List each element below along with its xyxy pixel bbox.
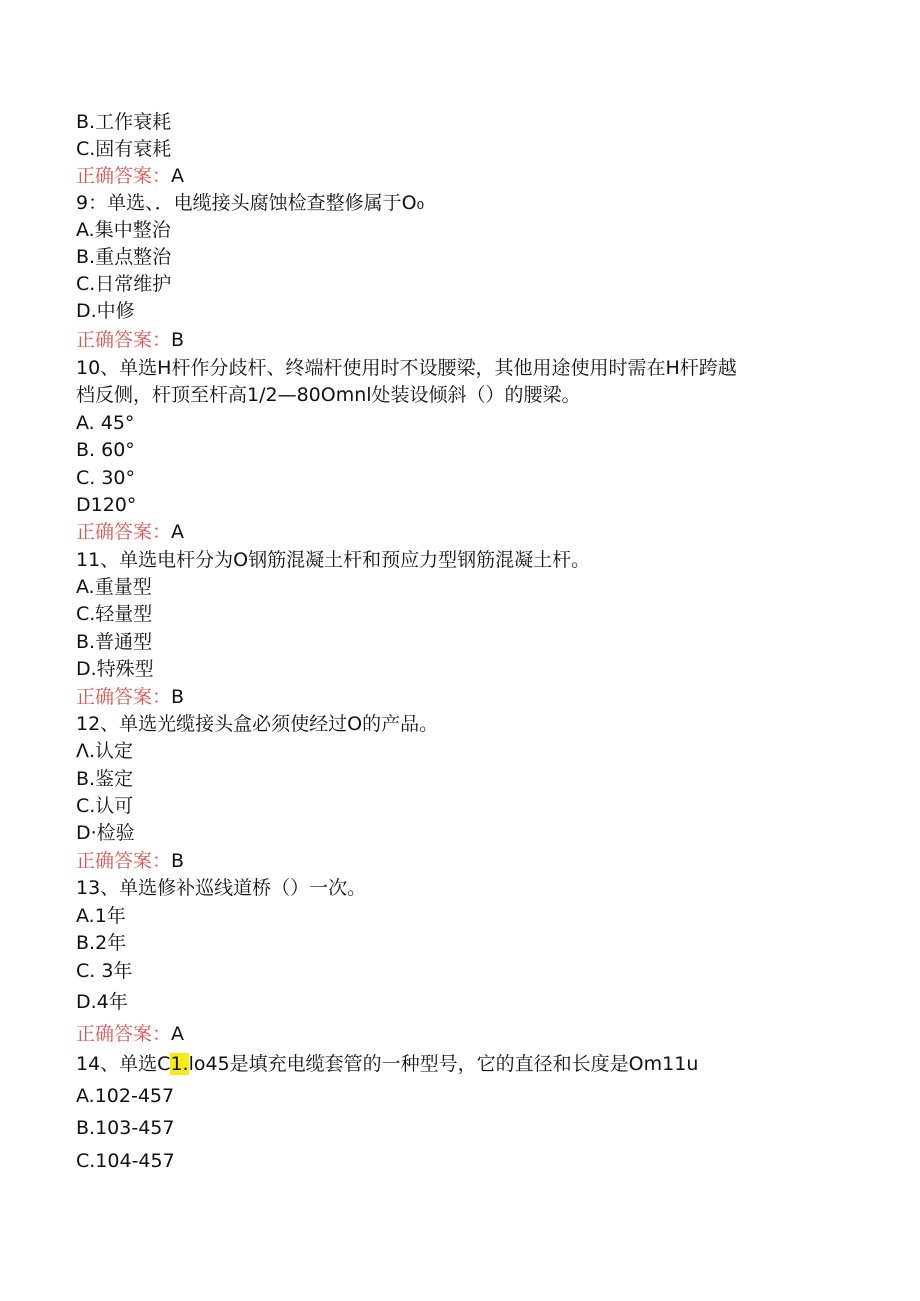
option-line: A.102-457 xyxy=(76,1085,175,1107)
question-line: 档反侧，杆顶至杆高1/2—80Omnl处装设倾斜（）的腰梁。 xyxy=(76,384,581,406)
option-line: C. 3年 xyxy=(76,960,133,982)
answer-value: A xyxy=(171,521,185,543)
option-line: C.日常维护 xyxy=(76,273,172,295)
option-line: A.重量型 xyxy=(76,576,152,598)
option-line: B. 60° xyxy=(76,439,135,461)
question-line: 11、单选电杆分为O钢筋混凝土杆和预应力型钢筋混凝土杆。 xyxy=(76,549,591,571)
option-line: D.4年 xyxy=(76,991,128,1013)
option-line: Λ.认定 xyxy=(76,740,134,762)
option-line: C.固有衰耗 xyxy=(76,138,172,160)
answer-line xyxy=(76,1022,184,1046)
answer-line xyxy=(76,849,184,873)
answer-line xyxy=(76,685,184,709)
answer-label: 正确答案： xyxy=(76,329,172,351)
option-line: C.104-457 xyxy=(76,1150,175,1172)
answer-value: A xyxy=(171,1023,185,1045)
option-line: B.鉴定 xyxy=(76,768,134,790)
option-line: D.特殊型 xyxy=(76,658,154,680)
option-line: B.103-457 xyxy=(76,1117,175,1139)
answer-value: B xyxy=(171,329,185,351)
option-line: C. 30° xyxy=(76,467,136,489)
answer-line xyxy=(76,520,184,544)
answer-label: 正确答案： xyxy=(76,165,172,187)
option-line: D·检验 xyxy=(76,822,135,844)
option-line: C.轻量型 xyxy=(76,603,153,625)
answer-value: B xyxy=(171,686,185,708)
option-line: A.1年 xyxy=(76,905,126,927)
option-line: A.集中整治 xyxy=(76,219,171,241)
answer-label: 正确答案： xyxy=(76,521,172,543)
question-line: 9：单选、．电缆接头腐蚀检查整修属于O₀ xyxy=(76,192,425,214)
answer-value: A xyxy=(171,165,185,187)
question-line: 10、单选H杆作分歧杆、终端杆使用时不设腰梁，其他用途使用时需在H杆跨越 xyxy=(76,357,737,379)
question-text-start: 14、单选C xyxy=(76,1053,171,1075)
answer-line xyxy=(76,164,184,188)
option-line: A. 45° xyxy=(76,412,135,434)
option-line: B.重点整治 xyxy=(76,246,172,268)
answer-value: B xyxy=(171,850,185,872)
option-line: C.认可 xyxy=(76,795,134,817)
question-line: 12、单选光缆接头盒必须使经过O的产品。 xyxy=(76,713,439,735)
option-line: D120° xyxy=(76,494,137,516)
answer-label: 正确答案： xyxy=(76,850,172,872)
answer-line xyxy=(76,328,184,352)
option-line: B.2年 xyxy=(76,932,127,954)
option-line: B.工作衰耗 xyxy=(76,111,172,133)
question-line: 13、单选修补巡线道桥（）一次。 xyxy=(76,877,367,899)
option-line: D.中修 xyxy=(76,300,135,322)
question-line xyxy=(76,1052,698,1076)
answer-label: 正确答案： xyxy=(76,1023,172,1045)
answer-label: 正确答案： xyxy=(76,686,172,708)
option-line: B.普通型 xyxy=(76,631,153,653)
question-text-end: lo45是填充电缆套管的一种型号，它的直径和长度是Om11u xyxy=(188,1053,699,1075)
highlighted-text: 1. xyxy=(170,1053,189,1075)
